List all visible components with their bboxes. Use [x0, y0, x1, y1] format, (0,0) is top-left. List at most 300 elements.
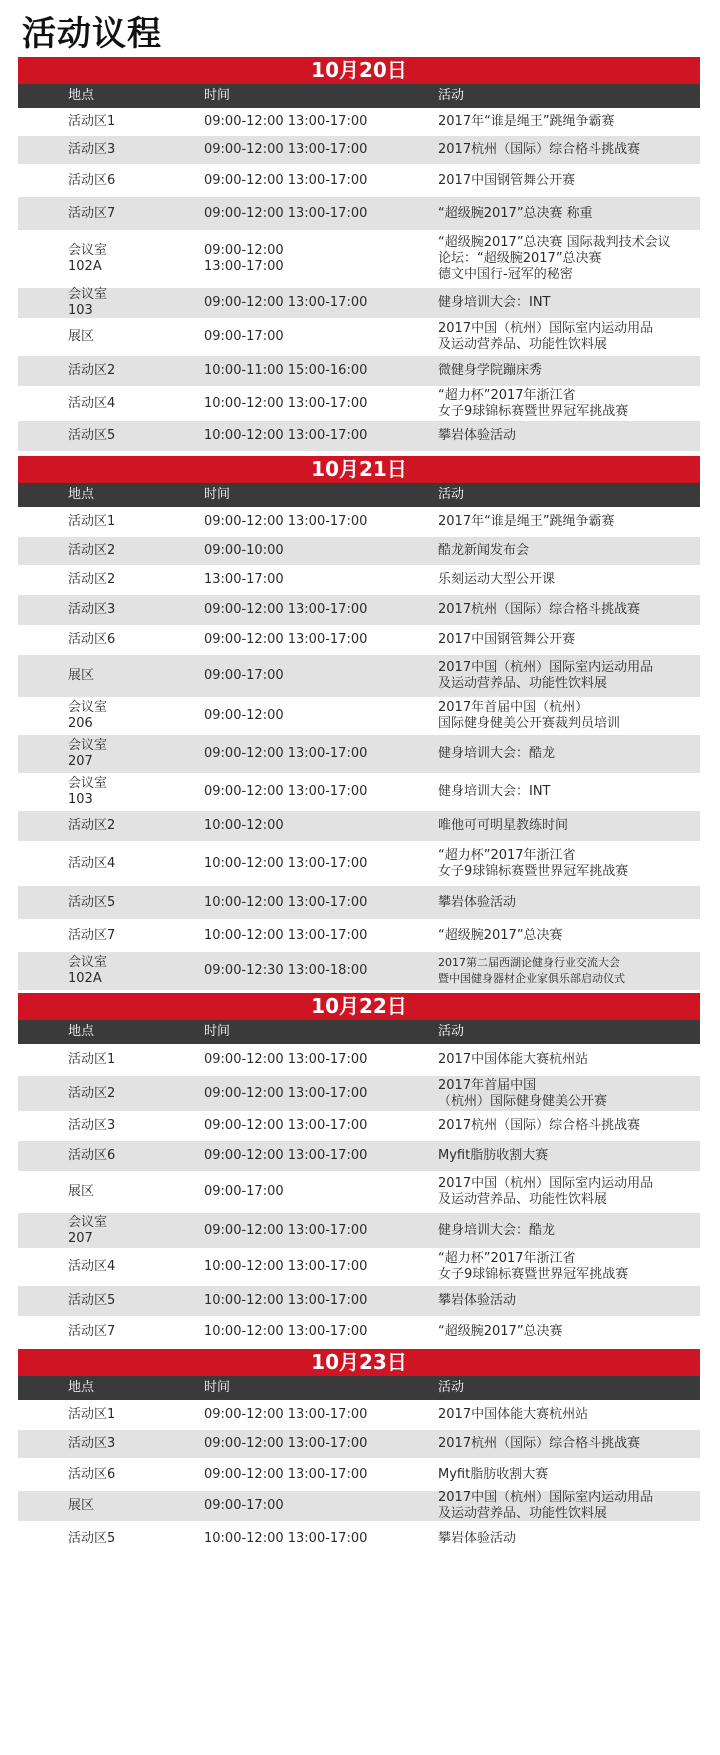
- location-cell: [68, 1086, 188, 1102]
- time-cell: [204, 173, 424, 189]
- time-cell: [204, 895, 424, 911]
- time-cell-line: 09:00-12:00 13:00-17:00: [204, 784, 368, 799]
- column-header-row: [18, 1376, 700, 1400]
- time-column-header: 时间: [204, 1380, 231, 1395]
- location-cell-line: 会议室: [68, 243, 108, 258]
- activity-cell: [438, 295, 698, 311]
- table-row: [18, 1491, 700, 1521]
- table-row: [18, 197, 700, 230]
- location-cell: [68, 514, 188, 530]
- table-row: [18, 1316, 700, 1348]
- time-cell-line: 10:00-12:00 13:00-17:00: [204, 1293, 368, 1308]
- table-row: [18, 1076, 700, 1111]
- column-header-row: [18, 483, 700, 507]
- activity-cell: [438, 1078, 698, 1110]
- activity-cell-line: “超力杯”2017年浙江省: [438, 847, 576, 863]
- table-row: [18, 288, 700, 318]
- activity-cell: [438, 1293, 698, 1309]
- table-row: [18, 1248, 700, 1286]
- activity-cell-line: 唯他可可明星教练时间: [438, 818, 569, 833]
- time-cell-line: 09:00-12:00 13:00-17:00: [204, 1222, 368, 1238]
- time-cell: [204, 708, 424, 724]
- activity-cell: [438, 572, 698, 588]
- activity-cell: [438, 955, 698, 987]
- time-cell-line: 09:00-17:00: [204, 1498, 284, 1513]
- location-column-header: 地点: [68, 487, 95, 502]
- time-cell-line: 13:00-17:00: [204, 572, 284, 587]
- table-row: [18, 595, 700, 625]
- location-cell: [68, 243, 188, 275]
- activity-cell: [438, 1324, 698, 1340]
- table-row: [18, 919, 700, 952]
- location-cell: [68, 1436, 188, 1452]
- time-cell-line: 09:00-12:00 13:00-17:00: [204, 632, 368, 647]
- location-cell-line: 活动区6: [68, 632, 116, 647]
- activity-cell-line: 攀岩体验活动: [438, 1293, 517, 1308]
- location-cell-line: 活动区4: [68, 855, 116, 871]
- activity-cell: [438, 1176, 698, 1208]
- activity-cell-line: Myfit脂肪收割大赛: [438, 1148, 549, 1163]
- location-cell: [68, 632, 188, 648]
- activity-cell-line: 女子9球锦标赛暨世界冠军挑战赛: [438, 863, 629, 879]
- activity-cell-line: 攀岩体验活动: [438, 1530, 517, 1546]
- time-cell-line: 13:00-17:00: [204, 259, 284, 274]
- location-cell-line: 活动区5: [68, 1293, 116, 1308]
- location-cell-line: 会议室: [68, 287, 108, 302]
- activity-cell: [438, 1531, 698, 1547]
- activity-cell: [438, 321, 698, 353]
- time-cell-line: 09:00-12:00 13:00-17:00: [204, 746, 368, 761]
- activity-cell-line: 健身培训大会：INT: [438, 784, 551, 799]
- time-cell-line: 09:00-12:00 13:00-17:00: [204, 295, 368, 310]
- day-section: [18, 993, 700, 1348]
- location-cell: [68, 1293, 188, 1309]
- table-row: [18, 108, 700, 136]
- table-row: [18, 1400, 700, 1430]
- location-cell-line: 活动区5: [68, 428, 116, 443]
- time-cell: [204, 1259, 424, 1275]
- table-row: [18, 1286, 700, 1316]
- time-cell-line: 09:00-17:00: [204, 668, 284, 683]
- day-section: [18, 57, 700, 451]
- location-cell: [68, 776, 188, 808]
- table-row: [18, 625, 700, 655]
- activity-cell-line: 2017中国（杭州）国际室内运动用品: [438, 660, 654, 675]
- activity-cell: [438, 1118, 698, 1134]
- time-cell-line: 10:00-12:00 13:00-17:00: [204, 1530, 368, 1546]
- location-cell-line: 活动区3: [68, 142, 116, 157]
- location-cell-line: 会议室: [68, 700, 108, 715]
- time-cell: [204, 1052, 424, 1068]
- table-row: [18, 886, 700, 919]
- activity-cell-line: 乐刻运动大型公开课: [438, 572, 556, 587]
- time-cell-line: 09:00-12:00: [204, 243, 284, 258]
- time-cell-line: 09:00-12:00 13:00-17:00: [204, 1436, 368, 1451]
- location-cell: [68, 329, 188, 345]
- location-cell-line: 会议室: [68, 955, 108, 970]
- table-row: [18, 136, 700, 164]
- location-cell: [68, 572, 188, 588]
- day-date-header: 10月23日: [18, 1349, 700, 1376]
- location-cell-line: 活动区5: [68, 1530, 116, 1546]
- location-cell: [68, 856, 188, 872]
- activity-cell: [438, 784, 698, 800]
- location-cell: [68, 1118, 188, 1134]
- activity-cell-line: 女子9球锦标赛暨世界冠军挑战赛: [438, 403, 629, 419]
- activity-cell: [438, 1251, 698, 1283]
- time-cell: [204, 818, 424, 834]
- time-cell: [204, 329, 424, 345]
- location-cell: [68, 142, 188, 158]
- table-row: [18, 318, 700, 356]
- location-cell-line: 活动区3: [68, 1118, 116, 1133]
- location-cell-line: 活动区4: [68, 395, 116, 411]
- column-header-row: [18, 84, 700, 108]
- time-cell: [204, 1498, 424, 1514]
- activity-cell: [438, 1407, 698, 1423]
- activity-cell-line: 女子9球锦标赛暨世界冠军挑战赛: [438, 1267, 629, 1282]
- time-cell: [204, 428, 424, 444]
- activity-cell-line: 2017中国钢管舞公开赛: [438, 172, 576, 188]
- time-cell: [204, 1293, 424, 1309]
- location-cell-line: 206: [68, 716, 93, 731]
- location-cell-line: 207: [68, 754, 93, 769]
- table-row: [18, 735, 700, 773]
- activity-column-header: 活动: [438, 1380, 465, 1395]
- location-cell-line: 活动区4: [68, 1259, 116, 1274]
- location-cell: [68, 1498, 188, 1514]
- activity-cell-line: 2017中国（杭州）国际室内运动用品: [438, 1490, 654, 1505]
- time-cell: [204, 746, 424, 762]
- location-cell-line: 活动区2: [68, 572, 116, 587]
- location-cell-line: 活动区2: [68, 543, 116, 558]
- activity-cell: [438, 632, 698, 648]
- activity-cell-line: （杭州）国际健身健美公开赛: [438, 1093, 608, 1109]
- location-cell-line: 会议室: [68, 776, 108, 791]
- activity-cell: [438, 602, 698, 618]
- activity-cell: [438, 700, 698, 732]
- location-cell: [68, 1052, 188, 1068]
- location-cell-line: 活动区7: [68, 1324, 116, 1339]
- time-cell: [204, 363, 424, 379]
- activity-cell-line: 2017中国钢管舞公开赛: [438, 632, 576, 647]
- time-cell-line: 09:00-12:00 13:00-17:00: [204, 1118, 368, 1133]
- location-cell-line: 活动区7: [68, 205, 116, 221]
- location-cell-line: 活动区1: [68, 1052, 116, 1067]
- activity-cell-line: 2017年“谁是绳王”跳绳争霸赛: [438, 514, 615, 529]
- location-cell-line: 207: [68, 1230, 93, 1246]
- activity-cell: [438, 1490, 698, 1522]
- activity-cell: [438, 428, 698, 444]
- table-row: [18, 386, 700, 421]
- day-date-header: 10月22日: [18, 993, 700, 1020]
- activity-cell-line: 及运动营养品、功能性饮料展: [438, 676, 608, 691]
- activity-cell-line: 及运动营养品、功能性饮料展: [438, 337, 608, 352]
- activity-cell-line: 2017第二届西湖论健身行业交流大会: [438, 956, 620, 969]
- location-column-header: 地点: [68, 1380, 95, 1395]
- location-cell: [68, 1184, 188, 1200]
- time-cell-line: 09:00-12:00 13:00-17:00: [204, 514, 368, 529]
- table-row: [18, 1213, 700, 1248]
- table-row: [18, 565, 700, 595]
- time-column-header: 时间: [204, 1024, 231, 1039]
- time-cell: [204, 1436, 424, 1452]
- activity-cell-line: 及运动营养品、功能性饮料展: [438, 1506, 608, 1521]
- table-row: [18, 507, 700, 537]
- location-cell: [68, 738, 188, 770]
- time-cell: [204, 668, 424, 684]
- table-row: [18, 230, 700, 288]
- activity-cell: [438, 895, 698, 911]
- activity-cell-line: 论坛：“超级腕2017”总决赛: [438, 251, 602, 266]
- table-row: [18, 1458, 700, 1491]
- activity-cell-line: 酷龙新闻发布会: [438, 543, 530, 558]
- time-column-header: 时间: [204, 487, 231, 502]
- table-row: [18, 1521, 700, 1556]
- time-cell-line: 10:00-12:00: [204, 818, 284, 833]
- activity-cell-line: “超级腕2017”总决赛: [438, 1324, 563, 1339]
- table-row: [18, 1044, 700, 1076]
- time-cell: [204, 1324, 424, 1340]
- location-cell-line: 展区: [68, 329, 95, 344]
- location-cell: [68, 206, 188, 222]
- table-row: [18, 697, 700, 735]
- activity-cell-line: “超级腕2017”总决赛: [438, 927, 563, 943]
- time-cell: [204, 632, 424, 648]
- activity-cell: [438, 1052, 698, 1068]
- location-cell-line: 活动区6: [68, 1466, 116, 1482]
- location-cell: [68, 668, 188, 684]
- time-cell-line: 09:00-12:00 13:00-17:00: [204, 205, 368, 221]
- time-column-header: 时间: [204, 88, 231, 103]
- time-cell: [204, 243, 424, 275]
- activity-column-header: 活动: [438, 487, 465, 502]
- location-cell-line: 102A: [68, 971, 102, 986]
- activity-cell-line: 2017中国（杭州）国际室内运动用品: [438, 321, 654, 336]
- activity-cell-line: 2017年“谁是绳王”跳绳争霸赛: [438, 114, 615, 129]
- location-cell: [68, 396, 188, 412]
- activity-column-header: 活动: [438, 88, 465, 103]
- time-cell-line: 09:00-12:00 13:00-17:00: [204, 1052, 368, 1067]
- location-column-header: 地点: [68, 1024, 95, 1039]
- time-cell: [204, 1531, 424, 1547]
- time-cell: [204, 1118, 424, 1134]
- activity-cell: [438, 388, 698, 420]
- table-row: [18, 356, 700, 386]
- activity-cell-line: 2017年首届中国（杭州）: [438, 700, 589, 715]
- location-cell: [68, 895, 188, 911]
- time-cell: [204, 856, 424, 872]
- location-cell-line: 活动区1: [68, 514, 116, 529]
- activity-cell-line: “超级腕2017”总决赛 国际裁判技术会议: [438, 235, 671, 250]
- time-cell: [204, 572, 424, 588]
- activity-cell-line: 德文中国行-冠军的秘密: [438, 267, 573, 282]
- activity-cell-line: 2017杭州（国际）综合格斗挑战赛: [438, 1118, 641, 1133]
- time-cell: [204, 206, 424, 222]
- activity-cell: [438, 746, 698, 762]
- time-cell: [204, 1223, 424, 1239]
- day-section: [18, 1349, 700, 1556]
- location-cell-line: 活动区3: [68, 1436, 116, 1451]
- activity-cell-line: 2017杭州（国际）综合格斗挑战赛: [438, 1436, 641, 1451]
- page-title: 活动议程: [22, 14, 162, 54]
- time-cell: [204, 1467, 424, 1483]
- location-cell-line: 活动区2: [68, 363, 116, 378]
- location-column-header: 地点: [68, 88, 95, 103]
- column-header-row: [18, 1020, 700, 1044]
- time-cell: [204, 142, 424, 158]
- table-row: [18, 1171, 700, 1213]
- activity-cell-line: 2017中国体能大赛杭州站: [438, 1052, 589, 1067]
- location-cell: [68, 1531, 188, 1547]
- time-cell-line: 09:00-12:00 13:00-17:00: [204, 114, 368, 129]
- activity-cell: [438, 114, 698, 130]
- activity-cell: [438, 660, 698, 692]
- time-cell: [204, 1148, 424, 1164]
- time-cell-line: 10:00-12:00 13:00-17:00: [204, 428, 368, 443]
- table-row: [18, 952, 700, 990]
- table-row: [18, 773, 700, 811]
- location-cell: [68, 1467, 188, 1483]
- activity-cell-line: 及运动营养品、功能性饮料展: [438, 1192, 608, 1207]
- day-date-header: 10月20日: [18, 57, 700, 84]
- table-row: [18, 1111, 700, 1141]
- location-cell-line: 活动区6: [68, 172, 116, 188]
- activity-cell-line: 2017杭州（国际）综合格斗挑战赛: [438, 142, 641, 157]
- activity-cell: [438, 1467, 698, 1483]
- time-cell: [204, 784, 424, 800]
- location-cell: [68, 173, 188, 189]
- time-cell: [204, 928, 424, 944]
- time-cell-line: 09:00-12:00 13:00-17:00: [204, 602, 368, 617]
- location-cell-line: 活动区2: [68, 1085, 116, 1101]
- time-cell: [204, 1184, 424, 1200]
- activity-cell: [438, 142, 698, 158]
- location-cell-line: 会议室: [68, 1214, 108, 1230]
- activity-cell-line: 2017中国体能大赛杭州站: [438, 1407, 589, 1422]
- location-cell-line: 103: [68, 792, 93, 807]
- location-cell: [68, 818, 188, 834]
- activity-cell: [438, 514, 698, 530]
- location-cell: [68, 428, 188, 444]
- location-cell: [68, 928, 188, 944]
- activity-cell-line: 攀岩体验活动: [438, 894, 517, 910]
- location-cell-line: 会议室: [68, 738, 108, 753]
- time-cell: [204, 514, 424, 530]
- activity-cell-line: 2017年首届中国: [438, 1077, 537, 1093]
- location-cell-line: 展区: [68, 668, 95, 683]
- time-cell: [204, 963, 424, 979]
- time-cell-line: 10:00-11:00 15:00-16:00: [204, 363, 368, 378]
- time-cell: [204, 295, 424, 311]
- time-cell-line: 09:00-12:00: [204, 708, 284, 723]
- time-cell-line: 09:00-12:00 13:00-17:00: [204, 1466, 368, 1482]
- location-cell: [68, 363, 188, 379]
- location-cell: [68, 1148, 188, 1164]
- activity-cell-line: 国际健身健美公开赛裁判员培训: [438, 716, 621, 731]
- location-cell-line: 活动区7: [68, 927, 116, 943]
- time-cell-line: 10:00-12:00 13:00-17:00: [204, 1259, 368, 1274]
- location-cell: [68, 955, 188, 987]
- time-cell: [204, 1407, 424, 1423]
- activity-cell-line: 健身培训大会：酷龙: [438, 1222, 556, 1238]
- activity-cell: [438, 235, 698, 283]
- location-cell: [68, 700, 188, 732]
- location-cell: [68, 287, 188, 319]
- location-cell: [68, 543, 188, 559]
- table-row: [18, 421, 700, 451]
- time-cell-line: 09:00-17:00: [204, 1184, 284, 1199]
- activity-cell: [438, 848, 698, 880]
- time-cell: [204, 602, 424, 618]
- location-cell-line: 活动区2: [68, 818, 116, 833]
- table-row: [18, 655, 700, 697]
- time-cell-line: 10:00-12:00 13:00-17:00: [204, 927, 368, 943]
- time-cell-line: 10:00-12:00 13:00-17:00: [204, 395, 368, 411]
- location-cell-line: 展区: [68, 1184, 95, 1199]
- time-cell-line: 10:00-12:00 13:00-17:00: [204, 855, 368, 871]
- activity-cell-line: 攀岩体验活动: [438, 428, 517, 443]
- activity-cell: [438, 363, 698, 379]
- location-cell-line: 103: [68, 303, 93, 318]
- time-cell-line: 09:00-12:00 13:00-17:00: [204, 1407, 368, 1422]
- day-section: [18, 456, 700, 990]
- location-cell: [68, 1215, 188, 1247]
- time-cell: [204, 543, 424, 559]
- time-cell-line: 09:00-10:00: [204, 543, 284, 558]
- location-cell: [68, 1407, 188, 1423]
- activity-cell-line: Myfit脂肪收割大赛: [438, 1466, 549, 1482]
- time-cell-line: 10:00-12:00 13:00-17:00: [204, 1324, 368, 1339]
- location-cell: [68, 1259, 188, 1275]
- location-cell-line: 活动区1: [68, 1407, 116, 1422]
- table-row: [18, 841, 700, 886]
- location-cell-line: 活动区3: [68, 602, 116, 617]
- activity-cell: [438, 206, 698, 222]
- location-cell-line: 展区: [68, 1498, 95, 1513]
- activity-cell-line: 微健身学院蹦床秀: [438, 363, 543, 378]
- table-row: [18, 1430, 700, 1458]
- activity-cell-line: 健身培训大会：INT: [438, 295, 551, 310]
- time-cell-line: 09:00-12:00 13:00-17:00: [204, 172, 368, 188]
- table-row: [18, 1141, 700, 1171]
- activity-cell: [438, 818, 698, 834]
- location-cell: [68, 114, 188, 130]
- activity-cell-line: 暨中国健身器材企业家俱乐部启动仪式: [438, 972, 625, 985]
- location-cell: [68, 602, 188, 618]
- activity-cell: [438, 928, 698, 944]
- time-cell-line: 10:00-12:00 13:00-17:00: [204, 894, 368, 910]
- location-cell-line: 活动区1: [68, 114, 116, 129]
- time-cell-line: 09:00-12:00 13:00-17:00: [204, 1085, 368, 1101]
- location-cell-line: 102A: [68, 259, 102, 274]
- time-cell: [204, 114, 424, 130]
- activity-cell: [438, 1148, 698, 1164]
- activity-cell: [438, 543, 698, 559]
- time-cell-line: 09:00-12:30 13:00-18:00: [204, 963, 368, 978]
- activity-cell: [438, 1436, 698, 1452]
- activity-cell: [438, 1223, 698, 1239]
- time-cell: [204, 1086, 424, 1102]
- activity-cell: [438, 173, 698, 189]
- activity-cell-line: “超级腕2017”总决赛 称重: [438, 205, 593, 221]
- activity-cell-line: “超力杯”2017年浙江省: [438, 1251, 576, 1266]
- activity-cell-line: “超力杯”2017年浙江省: [438, 387, 576, 403]
- location-cell-line: 活动区6: [68, 1148, 116, 1163]
- activity-cell-line: 健身培训大会：酷龙: [438, 746, 556, 761]
- time-cell-line: 09:00-17:00: [204, 329, 284, 344]
- time-cell: [204, 396, 424, 412]
